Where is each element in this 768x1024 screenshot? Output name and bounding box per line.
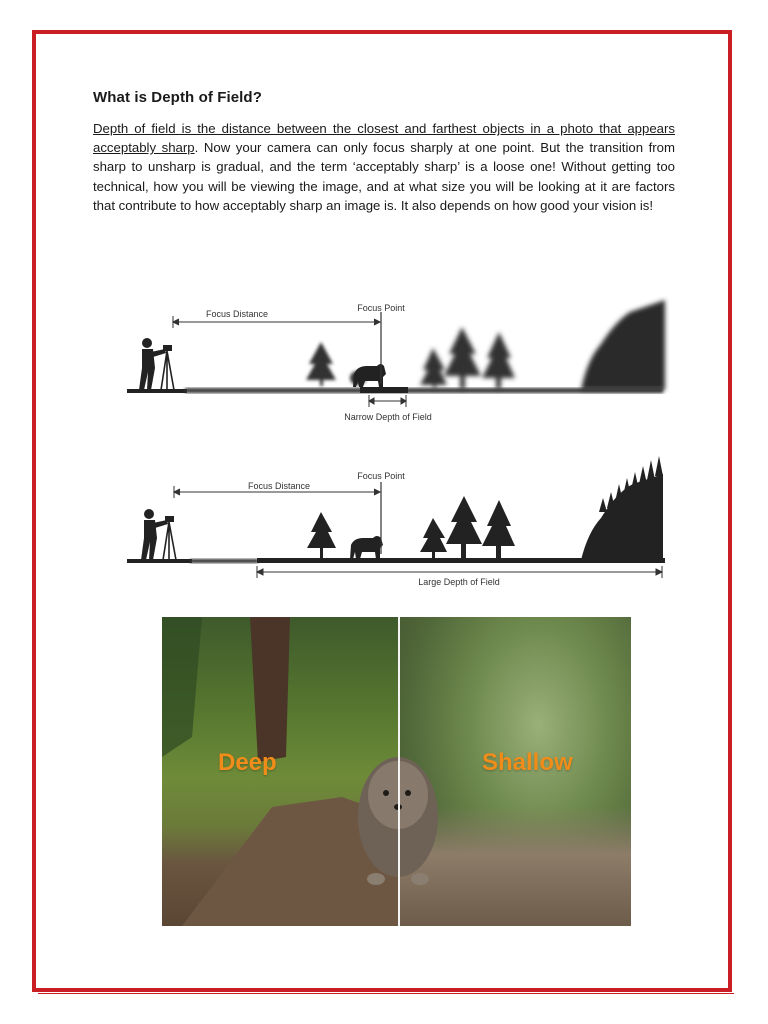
ground-sharp: [127, 389, 187, 393]
large-dof-label: Large Depth of Field: [418, 577, 500, 587]
bear-icon: [350, 536, 383, 559]
focus-distance-arrow: [173, 316, 380, 328]
paragraph-text: . Now your camera can only focus sharply at one point. But the transition from sharp to unsharp is gradual, and the term ‘acceptably sharp’ is a loose one! Without getting too technical, how you will be viewing the image, and at what size you will be looking at it are factors that contribute to how acceptably sharp an image is. It also depends on how good your vision is!: [93, 140, 675, 213]
definition-text: Depth of field is the distance between the closest and farthest objects in a photo that appears acceptably sharp: [93, 121, 675, 156]
photographer-icon: [141, 509, 176, 560]
far-trees: [420, 496, 515, 559]
ground-in-focus: [360, 387, 408, 393]
ground-blurred: [190, 559, 258, 563]
narrow-dof-label: Narrow Depth of Field: [344, 412, 432, 422]
photographer-icon: [139, 338, 174, 390]
hill-icon: [581, 474, 663, 560]
focus-point-label: Focus Point: [357, 471, 405, 481]
foliage: [162, 617, 202, 757]
deep-label: Deep: [218, 749, 277, 776]
narrow-dof-diagram: [125, 282, 670, 427]
dof-comparison-photo: [162, 617, 631, 926]
focus-distance-label: Focus Distance: [247, 481, 311, 491]
tree-icon: [306, 342, 336, 386]
shallow-label: Shallow: [482, 749, 573, 776]
ground-sharp: [127, 559, 192, 563]
far-trees: [420, 327, 515, 389]
focus-point-label: Focus Point: [357, 303, 405, 313]
large-dof-diagram: [125, 448, 670, 593]
body-paragraph: [93, 119, 675, 215]
photo-divider: [398, 617, 400, 926]
focus-distance-label: Focus Distance: [205, 309, 269, 319]
narrow-dof-arrow: [369, 395, 406, 407]
tree-trunk: [250, 617, 290, 762]
tree-icon: [307, 512, 336, 559]
page-title: What is Depth of Field?: [93, 89, 262, 106]
hill-icon: [581, 300, 665, 390]
